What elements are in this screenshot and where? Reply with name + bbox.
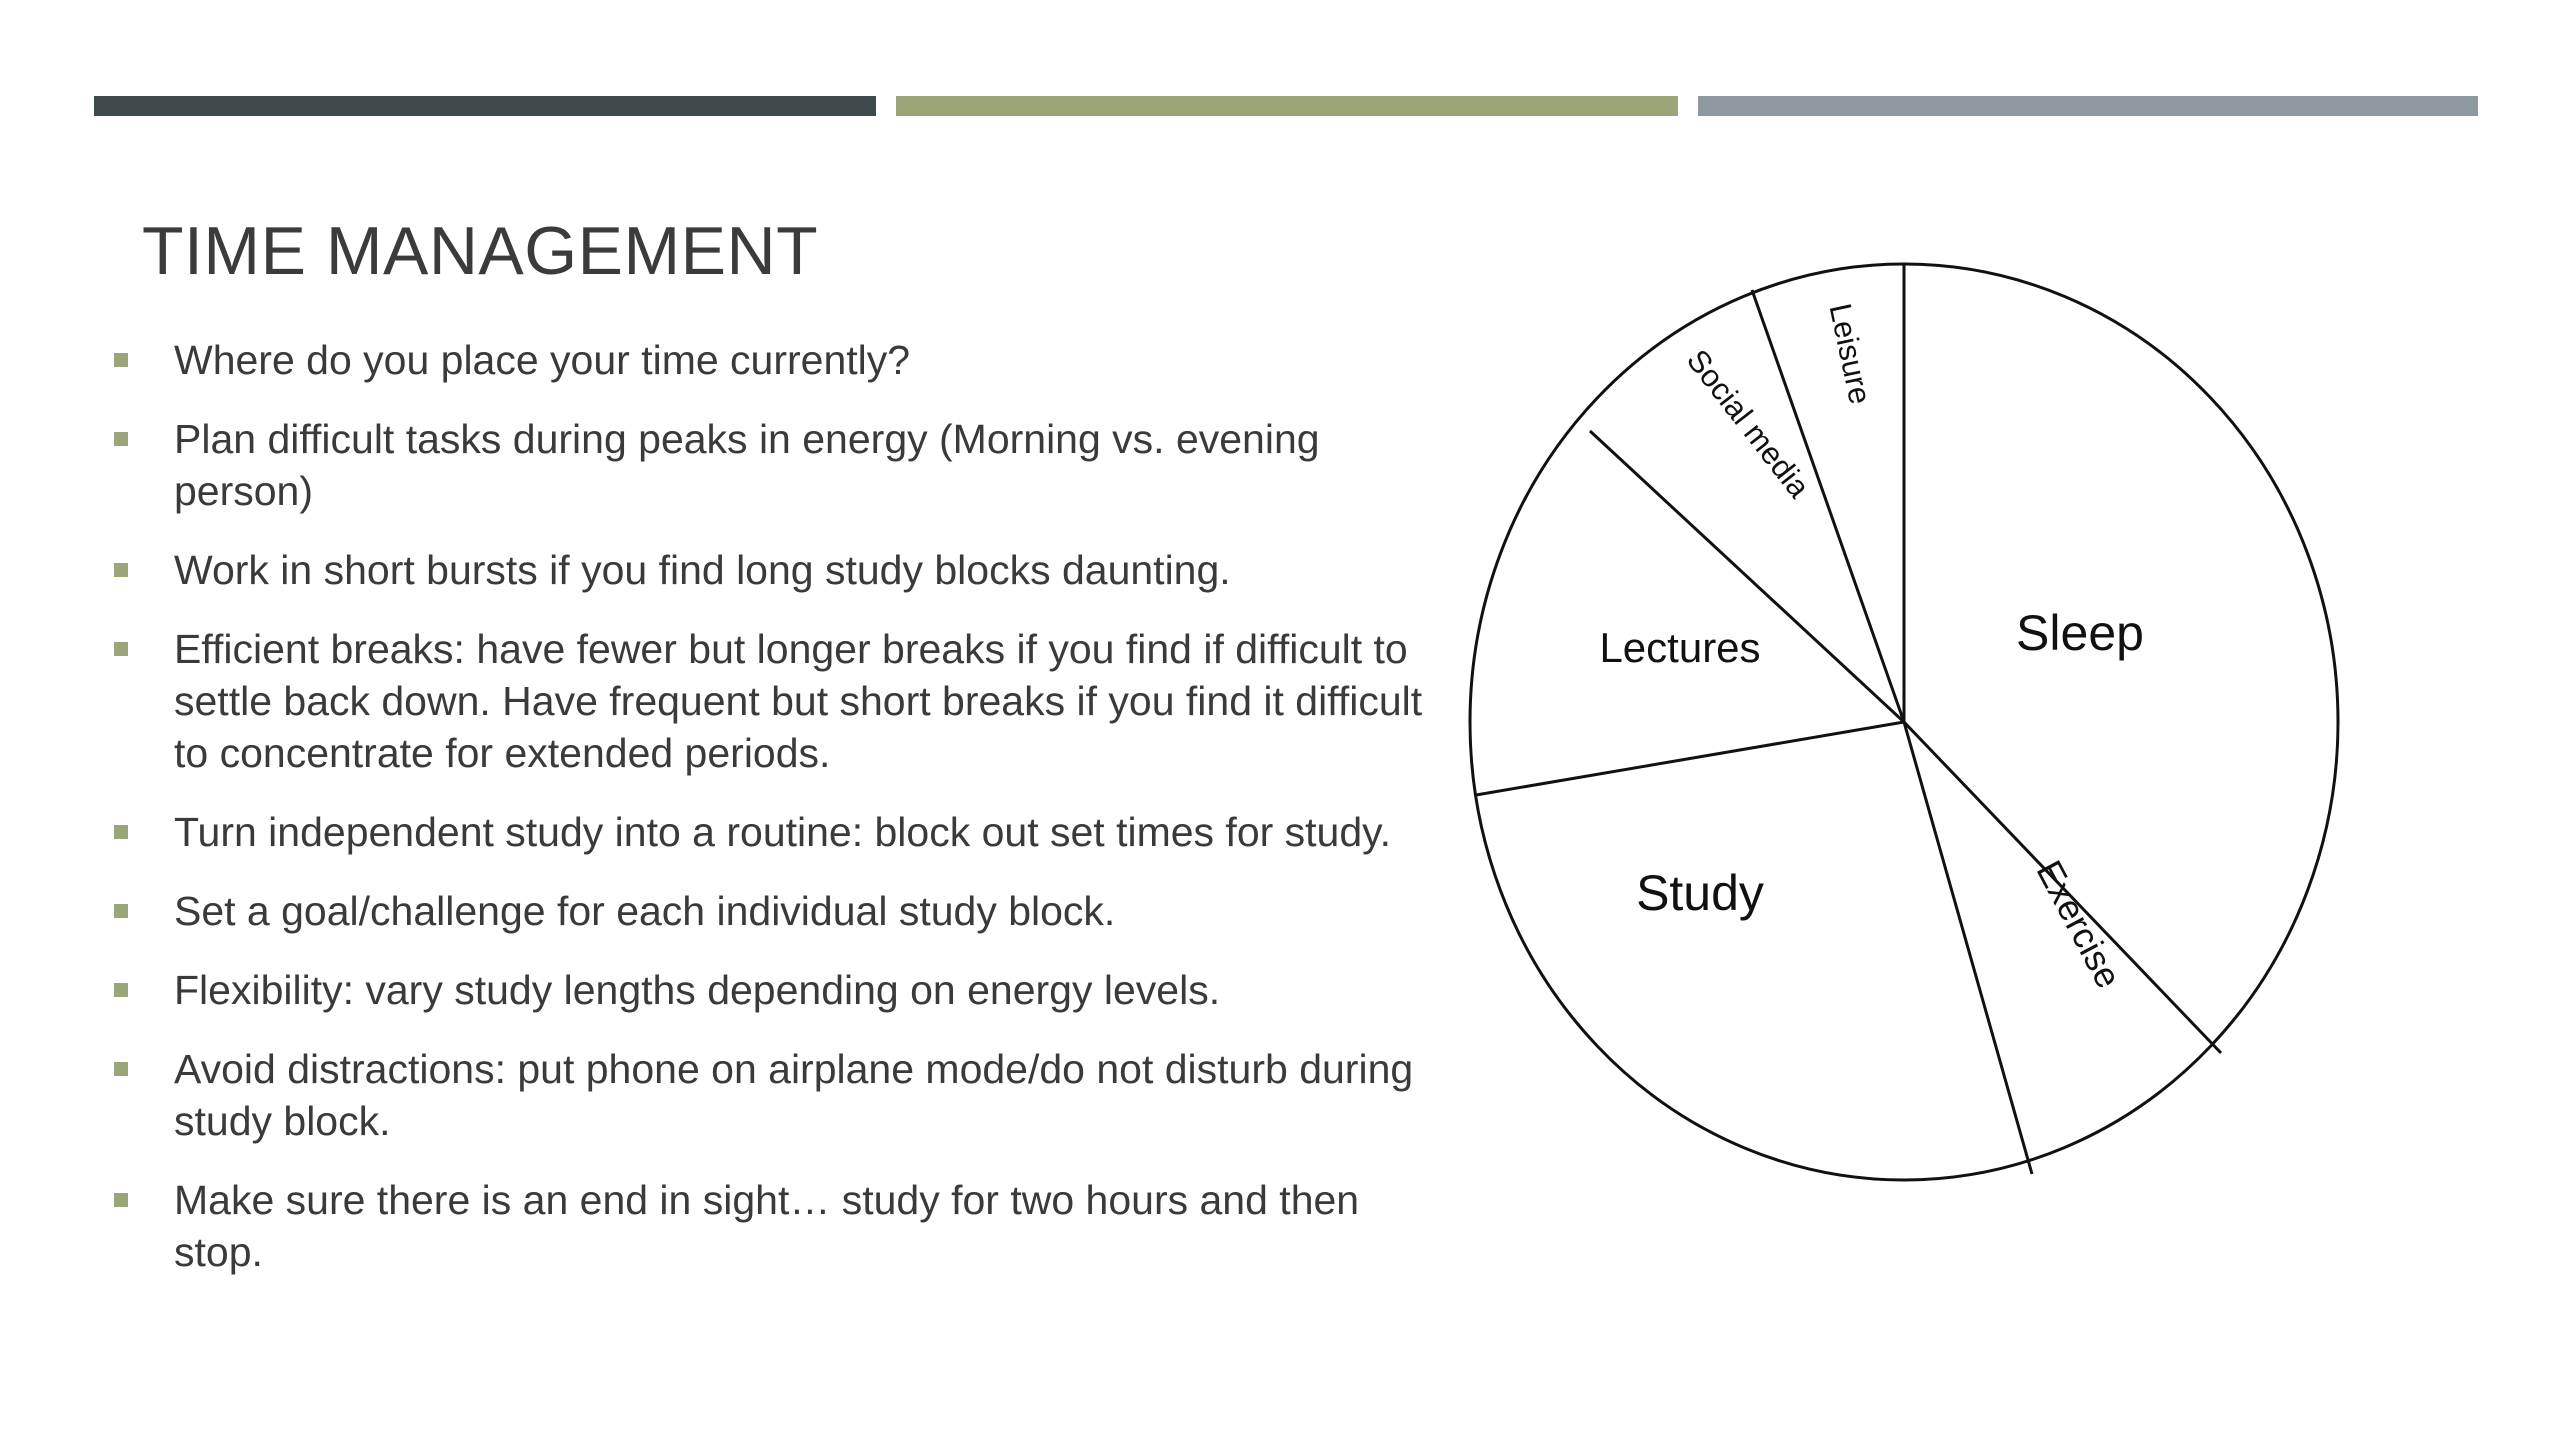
bullet-text: Avoid distractions: put phone on airplane mode/do not disturb during study block. [174, 1046, 1414, 1144]
bullet-text: Make sure there is an end in sight… study for two hours and then stop. [174, 1177, 1360, 1275]
sleep-label: Sleep [2016, 605, 2144, 661]
square-bullet-icon [114, 353, 128, 367]
pie-labels [1599, 300, 2143, 994]
bullet-item [112, 544, 1442, 596]
bullet-text: Set a goal/challenge for each individual study block. [174, 888, 1116, 934]
leisure-label: Leisure [1822, 300, 1878, 408]
bullet-text: Work in short bursts if you find long study blocks daunting. [174, 547, 1231, 593]
lectures-label: Lectures [1599, 624, 1761, 671]
accent-bar-green [896, 96, 1678, 116]
accent-bar-gray [1698, 96, 2478, 116]
accent-bar-dark [94, 96, 876, 116]
exercise-label: Exercise [2028, 853, 2130, 995]
bullet-text: Flexibility: vary study lengths depending on energy levels. [174, 967, 1221, 1013]
bullet-item [112, 1043, 1442, 1147]
bullet-text: Where do you place your time currently? [174, 337, 911, 383]
square-bullet-icon [114, 904, 128, 918]
bullet-text: Turn independent study into a routine: block out set times for study. [174, 809, 1392, 855]
slide-title: TIME MANAGEMENT [142, 213, 819, 289]
bullet-item [112, 964, 1442, 1016]
bullet-item [112, 334, 1442, 386]
time-pie-chart [1440, 260, 2360, 1220]
square-bullet-icon [114, 1062, 128, 1076]
square-bullet-icon [114, 983, 128, 997]
bullet-item [112, 623, 1442, 779]
bullet-list [112, 334, 1442, 1305]
square-bullet-icon [114, 825, 128, 839]
lectures-social-divider [1590, 431, 1904, 722]
top-accent-bars [94, 96, 2478, 116]
bullet-text: Efficient breaks: have fewer but longer breaks if you find if difficult to settle back down. Have frequent but short breaks if you find it difficult to concentrate for extended periods. [174, 626, 1423, 776]
square-bullet-icon [114, 1193, 128, 1207]
bullet-item [112, 885, 1442, 937]
bullet-item [112, 413, 1442, 517]
study-label: Study [1636, 865, 1764, 921]
bullet-item [112, 806, 1442, 858]
pie-lines [1470, 264, 2338, 1180]
study-lectures-divider [1476, 722, 1904, 795]
square-bullet-icon [114, 563, 128, 577]
social-media-label: Social media [1679, 342, 1817, 505]
square-bullet-icon [114, 642, 128, 656]
bullet-text: Plan difficult tasks during peaks in energy (Morning vs. evening person) [174, 416, 1320, 514]
square-bullet-icon [114, 432, 128, 446]
bullet-item [112, 1174, 1442, 1278]
social-leisure-divider [1752, 290, 1904, 722]
